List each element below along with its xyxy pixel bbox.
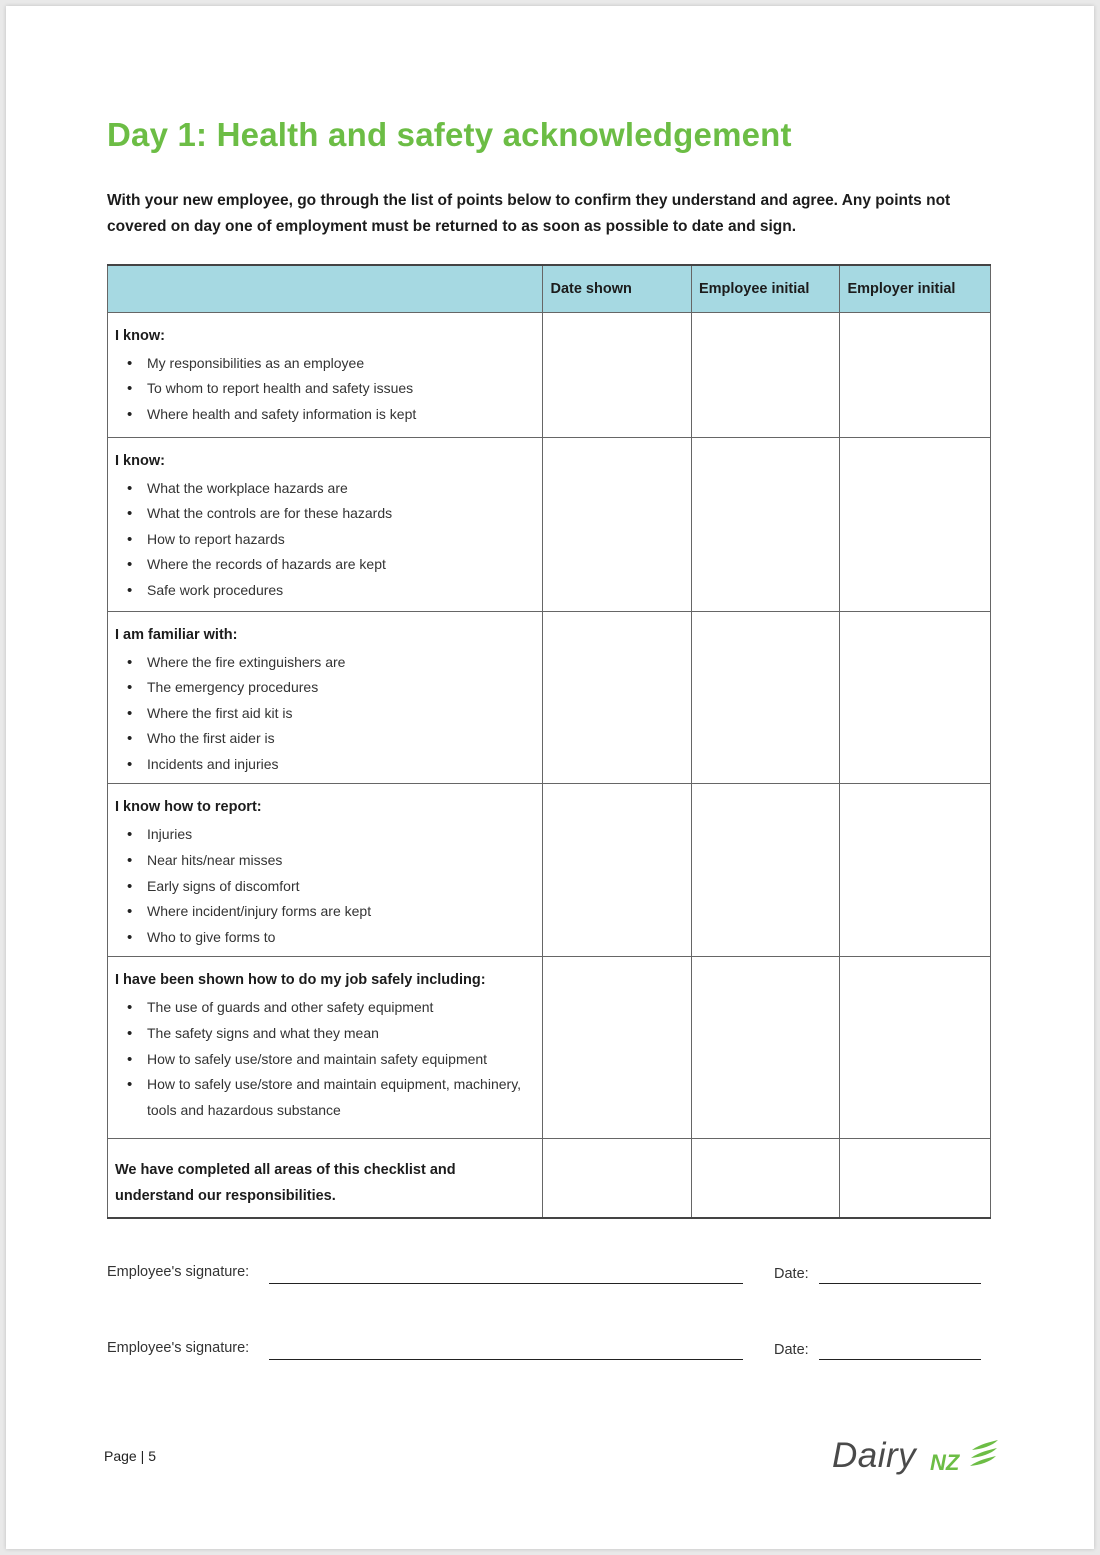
list-item: • Where the records of hazards are kept xyxy=(115,552,542,578)
list-item: • Who to give forms to xyxy=(115,925,542,951)
date-shown-cell[interactable] xyxy=(543,437,692,611)
date-label: Date: xyxy=(774,1266,809,1282)
page-title: Day 1: Health and safety acknowledgement xyxy=(107,116,792,153)
section-heading: I have been shown how to do my job safely including: xyxy=(115,972,486,989)
leaf-icon xyxy=(968,1438,1000,1472)
employee-initial-cell[interactable] xyxy=(691,1139,840,1218)
list-item: • Early signs of discomfort xyxy=(115,874,542,900)
final-statement: We have completed all areas of this checklist and understand our responsibilities. xyxy=(115,1162,456,1205)
item-list xyxy=(115,650,542,778)
header-employer-initial: Employer initial xyxy=(840,265,991,312)
item-cell xyxy=(108,784,543,957)
table-header-row xyxy=(108,265,991,312)
date-label: Date: xyxy=(774,1342,809,1358)
logo-wordmark: Dairy xyxy=(832,1436,917,1475)
table-row xyxy=(108,312,991,437)
document-page xyxy=(6,6,1094,1549)
header-date-shown: Date shown xyxy=(543,265,692,312)
page-label: Page | xyxy=(104,1448,145,1464)
list-item: • Safe work procedures xyxy=(115,578,542,604)
date-line[interactable] xyxy=(819,1283,981,1284)
date-shown-cell[interactable] xyxy=(543,957,692,1139)
list-item: • Near hits/near misses xyxy=(115,848,542,874)
date-shown-cell[interactable] xyxy=(543,1139,692,1218)
final-statement-cell xyxy=(108,1139,543,1218)
table-row xyxy=(108,437,991,611)
table-row xyxy=(108,1139,991,1218)
employer-initial-cell[interactable] xyxy=(840,1139,991,1218)
list-item: • My responsibilities as an employee xyxy=(115,351,542,377)
signature-line[interactable] xyxy=(269,1283,743,1284)
employer-initial-cell[interactable] xyxy=(840,312,991,437)
list-item: • Who the first aider is xyxy=(115,726,542,752)
item-list xyxy=(115,995,542,1123)
signature-label: Employee's signature: xyxy=(107,1340,250,1356)
list-item: • How to safely use/store and maintain safety equipment xyxy=(115,1047,542,1073)
item-cell xyxy=(108,312,543,437)
list-item: • What the controls are for these hazards xyxy=(115,501,542,527)
employer-initial-cell[interactable] xyxy=(840,784,991,957)
date-line[interactable] xyxy=(819,1359,981,1360)
logo-nz: NZ xyxy=(930,1450,960,1475)
signature-line[interactable] xyxy=(269,1359,743,1360)
employer-initial-cell[interactable] xyxy=(840,957,991,1139)
employer-initial-cell[interactable] xyxy=(840,611,991,784)
list-item: • Where incident/injury forms are kept xyxy=(115,899,542,925)
list-item: • Where health and safety information is kept xyxy=(115,402,542,428)
employee-initial-cell[interactable] xyxy=(691,437,840,611)
item-cell xyxy=(108,437,543,611)
signature-row xyxy=(107,1264,987,1288)
page-number-value: 5 xyxy=(148,1448,157,1464)
list-item: • The emergency procedures xyxy=(115,675,542,701)
list-item: • To whom to report health and safety issues xyxy=(115,376,542,402)
item-cell xyxy=(108,611,543,784)
item-list xyxy=(115,351,542,428)
list-item: • Where the fire extinguishers are xyxy=(115,650,542,676)
employee-initial-cell[interactable] xyxy=(691,312,840,437)
section-heading: I am familiar with: xyxy=(115,626,238,643)
signature-label: Employee's signature: xyxy=(107,1264,250,1280)
list-item: • The use of guards and other safety equipment xyxy=(115,995,542,1021)
list-item: • Injuries xyxy=(115,822,542,848)
date-shown-cell[interactable] xyxy=(543,611,692,784)
list-item: • The safety signs and what they mean xyxy=(115,1021,542,1047)
list-item: • Incidents and injuries xyxy=(115,752,542,778)
header-item xyxy=(108,265,543,312)
item-list xyxy=(115,822,542,950)
dairynz-logo xyxy=(832,1434,1002,1484)
employee-initial-cell[interactable] xyxy=(691,611,840,784)
date-shown-cell[interactable] xyxy=(543,312,692,437)
list-item: • How to safely use/store and maintain equipment, machinery, tools and hazardous substance xyxy=(115,1072,542,1123)
page-number xyxy=(104,1448,156,1464)
signature-row xyxy=(107,1340,987,1364)
table-row xyxy=(108,611,991,784)
list-item: • What the workplace hazards are xyxy=(115,476,542,502)
list-item: • Where the first aid kit is xyxy=(115,701,542,727)
intro-text: With your new employee, go through the list of points below to confirm they understand and agree. Any points not covered on day one of employment must be returned to as soon as possible to date and sign. xyxy=(107,192,951,235)
checklist-table xyxy=(107,264,991,1219)
date-shown-cell[interactable] xyxy=(543,784,692,957)
table-row xyxy=(108,784,991,957)
list-item: • How to report hazards xyxy=(115,527,542,553)
employee-initial-cell[interactable] xyxy=(691,957,840,1139)
section-heading: I know: xyxy=(115,327,165,344)
section-heading: I know how to report: xyxy=(115,799,262,816)
table-row xyxy=(108,957,991,1139)
section-heading: I know: xyxy=(115,452,165,469)
employer-initial-cell[interactable] xyxy=(840,437,991,611)
item-cell xyxy=(108,957,543,1139)
header-employee-initial: Employee initial xyxy=(691,265,840,312)
employee-initial-cell[interactable] xyxy=(691,784,840,957)
item-list xyxy=(115,476,542,604)
